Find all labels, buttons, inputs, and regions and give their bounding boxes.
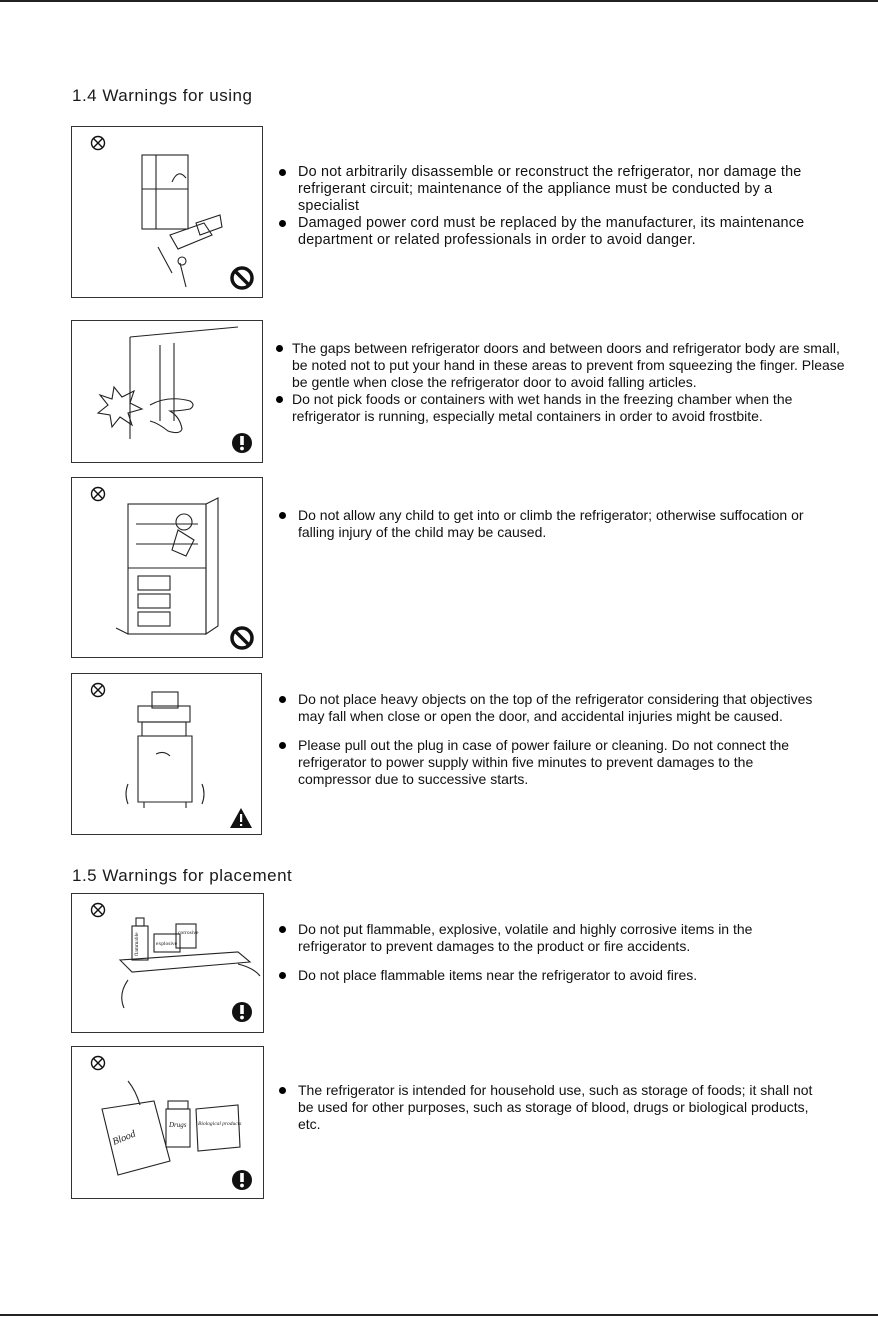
bullet-icon bbox=[279, 696, 286, 703]
bullet-icon bbox=[276, 345, 283, 352]
list-item: Do not allow any child to get into or climb the refrigerator; otherwise suffocation or falling injury of the child may be caused. bbox=[276, 507, 816, 541]
section-title-placement: 1.5 Warnings for placement bbox=[72, 866, 293, 885]
svg-text:flammable: flammable bbox=[134, 932, 140, 956]
list-item: Do not pick foods or containers with wet hands in the freezing chamber when the refrigerator is running, especially metal containers in order to avoid frostbite. bbox=[276, 391, 848, 425]
illustration-disassemble bbox=[71, 126, 263, 298]
svg-text:Biological products: Biological products bbox=[198, 1121, 242, 1127]
warning-list-6 bbox=[276, 1082, 816, 1133]
bullet-icon bbox=[276, 396, 283, 403]
bullet-icon bbox=[279, 220, 286, 227]
prohibited-icon bbox=[92, 684, 105, 697]
svg-text:explosive: explosive bbox=[156, 941, 178, 947]
bullet-icon bbox=[279, 512, 286, 519]
warning-list-1 bbox=[276, 164, 836, 249]
bullet-icon bbox=[279, 742, 286, 749]
section-title-using: 1.4 Warnings for using bbox=[72, 86, 253, 105]
bullet-icon bbox=[279, 972, 286, 979]
illustration-door-gap bbox=[71, 320, 263, 463]
bullet-icon bbox=[279, 169, 286, 176]
prohibited-icon bbox=[92, 137, 105, 150]
prohibited-icon bbox=[92, 1057, 105, 1070]
warning-list-5 bbox=[276, 921, 816, 984]
warning-list-4 bbox=[276, 691, 816, 788]
svg-text:Drugs: Drugs bbox=[169, 1121, 187, 1129]
list-item: Damaged power cord must be replaced by the manufacturer, its maintenance department or related professionals in order to avoid danger. bbox=[276, 215, 836, 249]
prohibited-icon bbox=[92, 904, 105, 917]
illustration-household-use bbox=[71, 1046, 264, 1199]
list-item: The gaps between refrigerator doors and between doors and refrigerator body are small, be noted not to put your hand in these areas to prevent from squeezing the finger. Please be gentle when close the refrigerator door to avoid falling articles. bbox=[276, 340, 848, 391]
illustration-heavy-objects bbox=[71, 673, 262, 835]
exclamation-icon bbox=[232, 433, 252, 453]
illustration-child-climbing bbox=[71, 477, 263, 658]
prohibited-icon bbox=[92, 488, 105, 501]
list-item: Do not place flammable items near the refrigerator to avoid fires. bbox=[276, 967, 816, 984]
list-item: The refrigerator is intended for household use, such as storage of foods; it shall not be used for other purposes, such as storage of blood, drugs or biological products, etc. bbox=[276, 1082, 816, 1133]
list-item: Please pull out the plug in case of power failure or cleaning. Do not connect the refrigerator to power supply within five minutes to prevent damages to the compressor due to successive starts. bbox=[276, 737, 816, 788]
illustration-flammable-items bbox=[71, 893, 264, 1033]
exclamation-icon bbox=[232, 1002, 252, 1022]
svg-text:corrosive: corrosive bbox=[178, 930, 199, 936]
exclamation-icon bbox=[232, 1170, 252, 1190]
bottom-rule bbox=[0, 1314, 878, 1316]
list-item: Do not place heavy objects on the top of the refrigerator considering that objectives may fall when close or open the door, and accidental injuries might be caused. bbox=[276, 691, 816, 725]
list-item: Do not arbitrarily disassemble or reconstruct the refrigerator, nor damage the refrigerant circuit; maintenance of the appliance must be conducted by a specialist bbox=[276, 164, 836, 215]
no-entry-icon bbox=[232, 628, 252, 648]
top-rule bbox=[0, 0, 878, 2]
bullet-icon bbox=[279, 1087, 286, 1094]
warning-list-3 bbox=[276, 507, 816, 541]
warning-list-2 bbox=[276, 340, 848, 425]
no-entry-icon bbox=[232, 268, 252, 288]
svg-text:Blood: Blood bbox=[111, 1128, 138, 1148]
bullet-icon bbox=[279, 926, 286, 933]
list-item: Do not put flammable, explosive, volatile and highly corrosive items in the refrigerator to prevent damages to the product or fire accidents. bbox=[276, 921, 816, 955]
warning-triangle-icon bbox=[230, 808, 252, 828]
